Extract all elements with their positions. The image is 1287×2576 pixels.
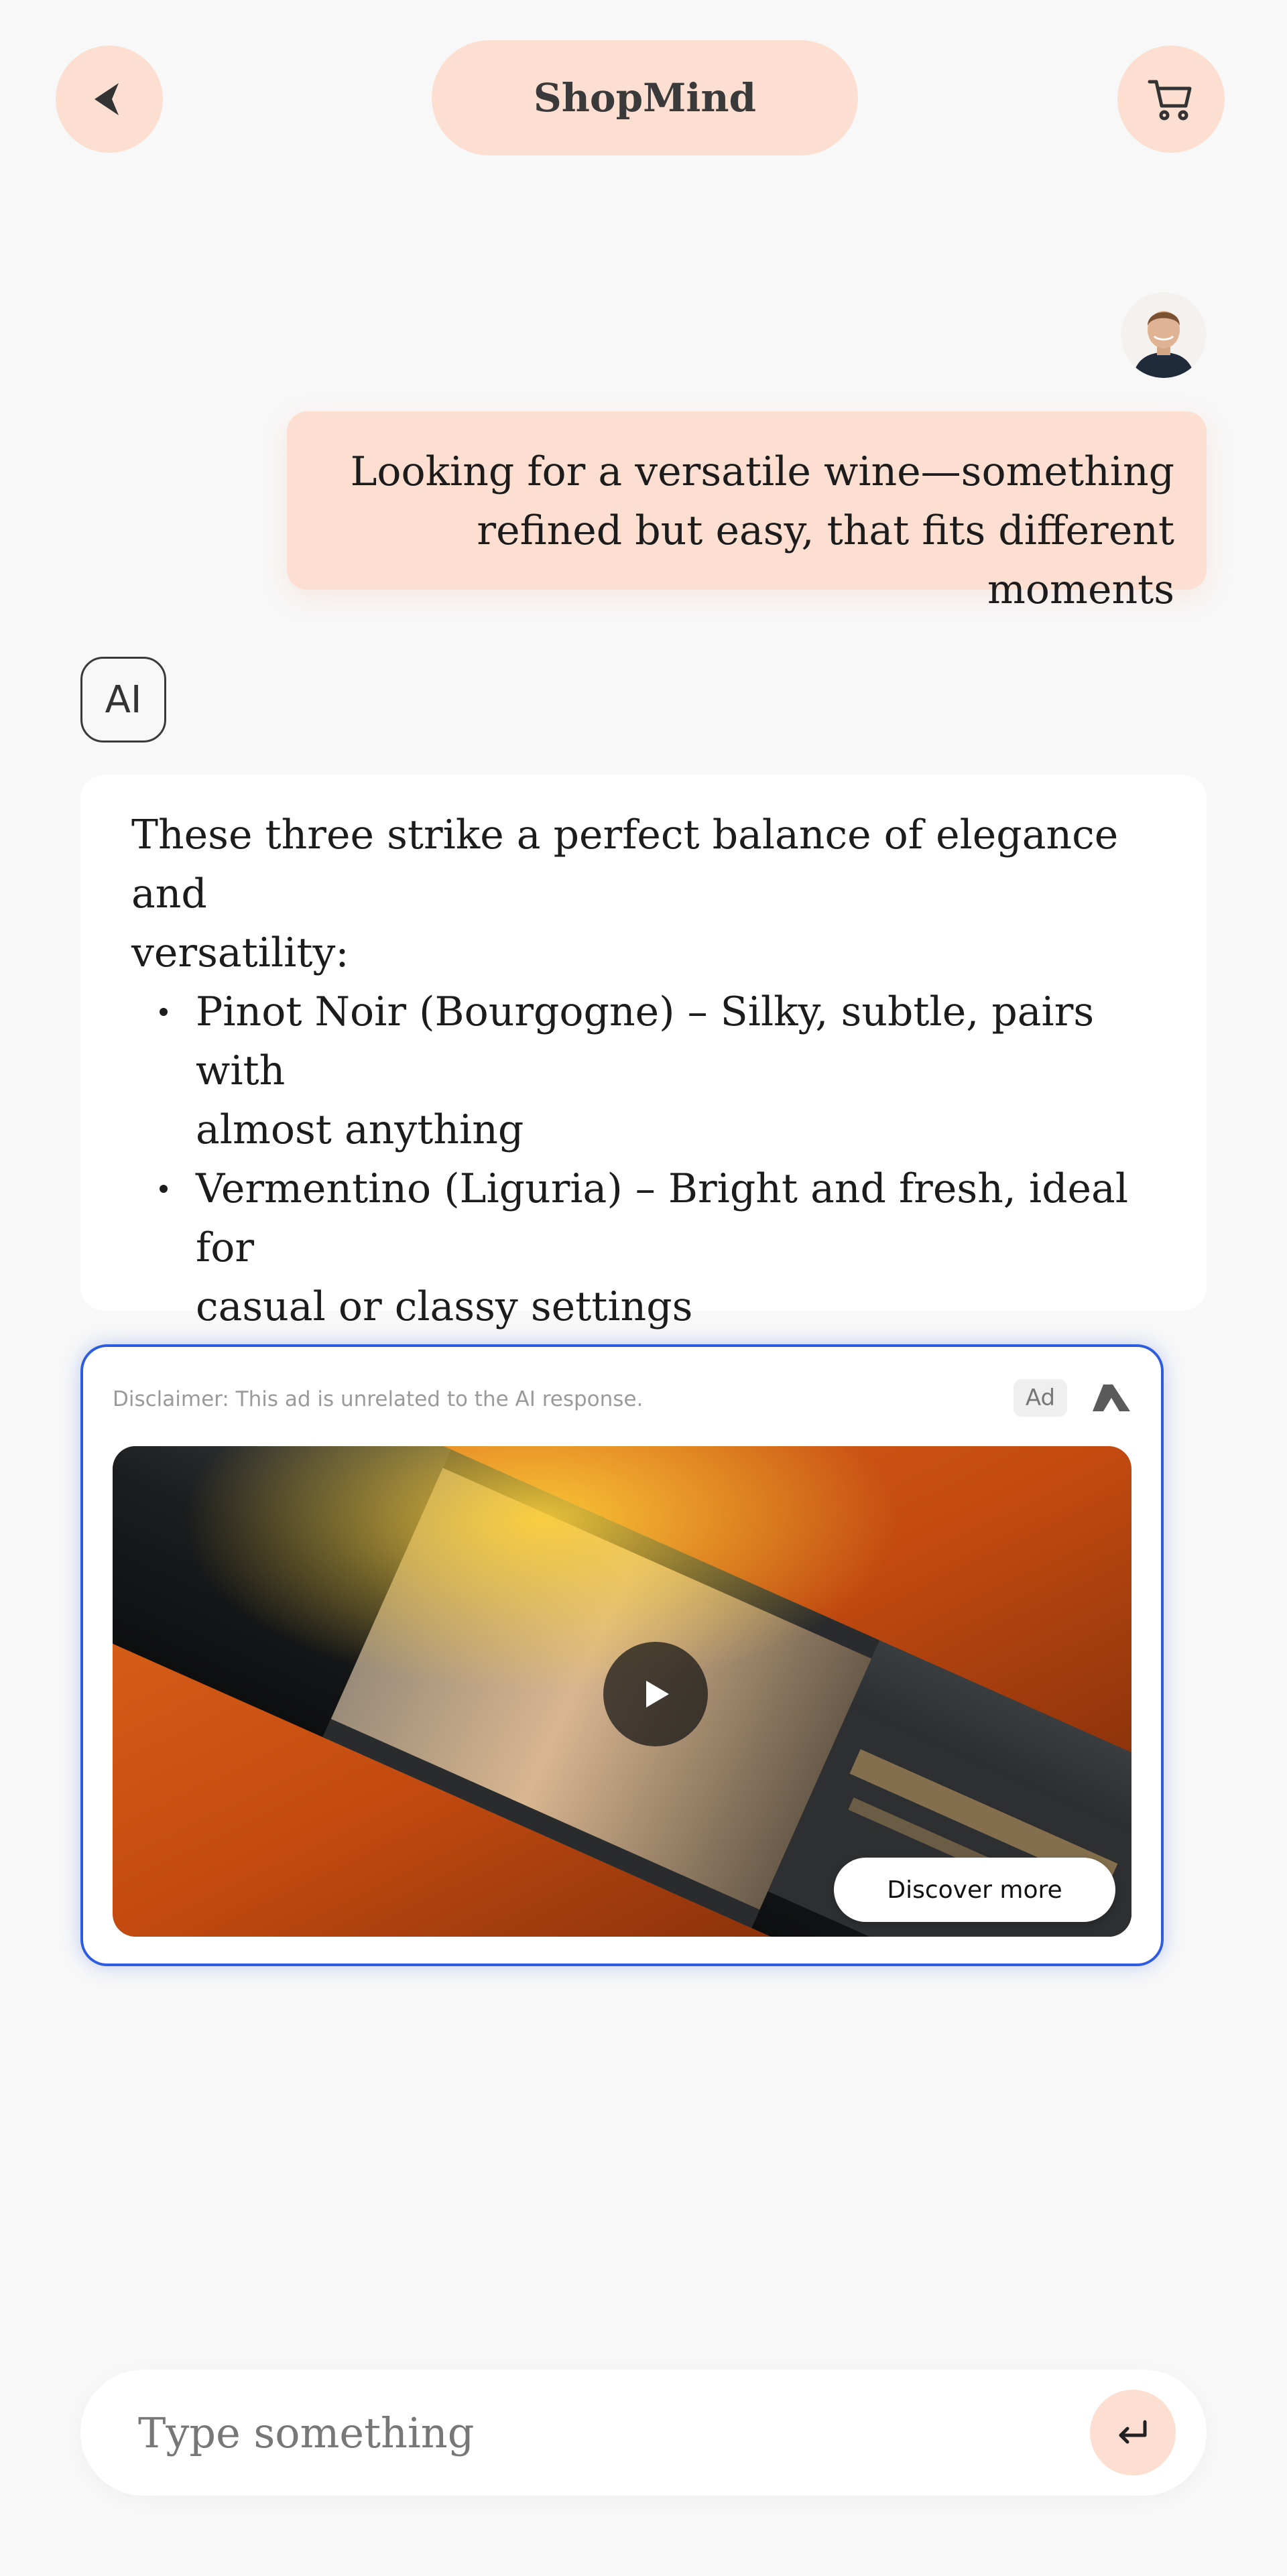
- discover-more-button[interactable]: Discover more: [834, 1858, 1115, 1922]
- play-button[interactable]: [603, 1642, 708, 1746]
- list-item-line: almost anything: [196, 1106, 524, 1153]
- ad-card[interactable]: [80, 1344, 1164, 1966]
- message-composer: [80, 2370, 1207, 2496]
- list-item-line: Vermentino (Liguria) – Bright and fresh, ideal for: [196, 1165, 1129, 1271]
- ai-intro-line: These three strike a perfect balance of elegance and: [131, 812, 1119, 917]
- ai-response-card: [80, 775, 1207, 1330]
- list-item-line: casual or classy settings: [196, 1283, 693, 1330]
- ai-badge: AI: [80, 657, 166, 743]
- enter-arrow-icon: [1113, 2412, 1153, 2453]
- user-message-bubble: [287, 411, 1207, 613]
- cart-icon: [1146, 74, 1197, 125]
- list-item-line: Pinot Noir (Bourgogne) – Silky, subtle, pairs with: [196, 988, 1095, 1094]
- ad-video[interactable]: [113, 1446, 1131, 1937]
- chevron-left-icon: [89, 79, 129, 119]
- play-icon: [637, 1675, 674, 1713]
- back-button[interactable]: [56, 46, 163, 153]
- ad-disclaimer: Disclaimer: This ad is unrelated to the AI response.: [113, 1387, 644, 1411]
- ai-intro-line: versatility:: [131, 929, 349, 976]
- message-input[interactable]: [138, 2396, 1023, 2469]
- user-avatar: [1121, 292, 1207, 378]
- cart-button[interactable]: [1117, 46, 1225, 153]
- ad-network-logo-icon: [1089, 1382, 1133, 1414]
- user-message-line: Looking for a versatile wine—something: [350, 448, 1174, 495]
- list-item: [131, 1159, 1156, 1336]
- ad-tag: Ad: [1014, 1379, 1067, 1417]
- send-button[interactable]: [1090, 2390, 1176, 2475]
- list-item: [131, 982, 1156, 1159]
- user-message-line: refined but easy, that fits different moments: [477, 507, 1174, 613]
- app-title: ShopMind: [432, 40, 858, 155]
